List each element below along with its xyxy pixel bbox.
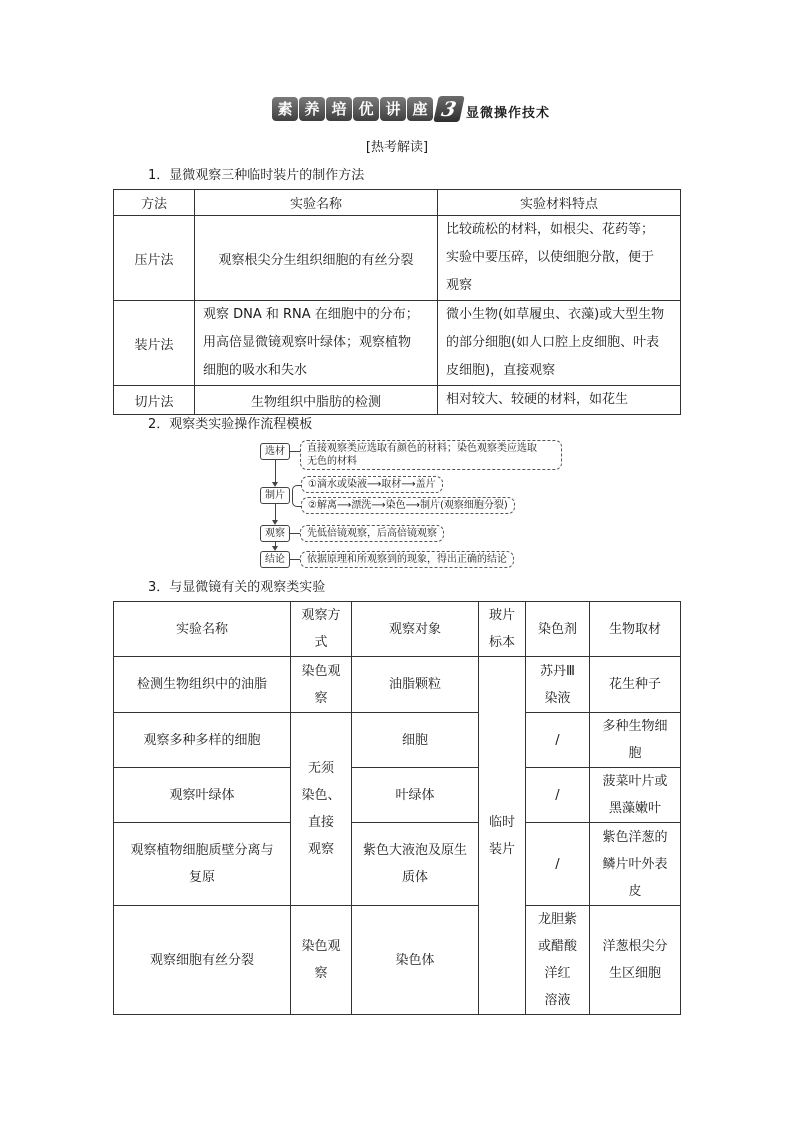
method-cell: 压片法 <box>114 216 195 301</box>
table-row <box>114 713 681 768</box>
method-cell: 装片法 <box>114 301 195 386</box>
cell-line: 玻片 <box>488 608 515 623</box>
cell-line: 或醋酸 <box>537 939 577 954</box>
operation-flow-template <box>250 440 570 570</box>
table-row <box>114 301 681 386</box>
column-header: 实验名称 <box>114 602 291 657</box>
table-row <box>114 768 681 823</box>
note-line: 无色的材料 <box>307 456 357 467</box>
stain-cell: / <box>526 768 590 823</box>
cell-line: 比较疏松的材料，如根尖、花药等； <box>446 222 655 237</box>
flow-tick <box>290 533 300 534</box>
column-header <box>479 602 526 657</box>
method-cell: 切片法 <box>114 386 195 415</box>
banner-char: 座 <box>407 97 433 121</box>
experiment-name-cell: 检测生物组织中的油脂 <box>114 657 291 713</box>
column-header: 实验名称 <box>195 190 438 216</box>
column-header <box>291 602 352 657</box>
flow-tick <box>290 451 300 452</box>
cell-line: 察 <box>314 966 328 981</box>
experiment-name-cell <box>114 823 291 906</box>
cell-line: 微小生物(如草履虫、衣藻)或大型生物 <box>446 307 665 322</box>
cell-line: 用高倍显微镜观察叶绿体；观察植物 <box>203 335 412 350</box>
cell-line: 的部分细胞(如人口腔上皮细胞、叶表 <box>446 335 660 350</box>
cell-line: 直接 <box>307 815 334 830</box>
experiment-cell: 生物组织中脂肪的检测 <box>195 386 438 415</box>
observe-object-cell: 染色体 <box>352 906 479 1015</box>
cell-line: 皮 <box>628 883 642 899</box>
material-cell: 相对较大、较硬的材料，如花生 <box>438 386 681 415</box>
section3-heading: 3．与显微镜有关的观察类实验 <box>148 580 326 595</box>
flow-note-prep-1: ①滴水或染液⟶取材⟶盖片 <box>301 476 443 493</box>
flow-note-conclude: 依据原理和所观察到的现象，得出正确的结论 <box>300 551 514 568</box>
banner-char: 养 <box>299 97 325 121</box>
stain-cell <box>526 657 590 713</box>
experiment-name-cell: 观察多种多样的细胞 <box>114 713 291 768</box>
cell-line: 龙胆紫 <box>537 912 577 927</box>
cell-line: 复原 <box>188 870 215 885</box>
stain-cell <box>526 906 590 1015</box>
cell-line: 染色观 <box>301 939 341 954</box>
cell-line: 式 <box>314 635 328 650</box>
lecture-subject: 显微操作技术 <box>466 106 551 121</box>
cell-line: 观察 <box>446 278 473 293</box>
cell-line: 观察植物细胞质壁分离与 <box>130 843 274 858</box>
cell-line: 紫色大液泡及原生 <box>362 843 467 858</box>
table-row <box>114 216 681 301</box>
flow-node-observe: 观察 <box>260 525 290 542</box>
flow-connector <box>275 457 276 485</box>
flow-node-conclude: 结论 <box>260 551 290 568</box>
flow-tick <box>290 559 300 560</box>
cell-line: 多种生物细 <box>602 719 668 734</box>
banner-char: 优 <box>353 97 379 121</box>
observe-object-cell: 叶绿体 <box>352 768 479 823</box>
experiment-cell: 观察根尖分生组织细胞的有丝分裂 <box>195 216 438 301</box>
cell-line: 无须 <box>307 761 334 776</box>
section2-heading: 2．观察类实验操作流程模板 <box>148 417 313 432</box>
stain-cell: / <box>526 713 590 768</box>
cell-line: 临时 <box>488 814 515 830</box>
stain-cell: / <box>526 823 590 906</box>
slide-type-cell <box>479 657 526 1015</box>
material-cell <box>438 216 681 301</box>
cell-line: 紫色洋葱的 <box>602 829 668 845</box>
experiment-name-cell: 观察细胞有丝分裂 <box>114 906 291 1015</box>
slide-methods-table <box>113 189 681 415</box>
banner-number: 3 <box>433 96 465 122</box>
cell-line: 染液 <box>544 690 571 706</box>
cell-line: 细胞的吸水和失水 <box>203 363 308 378</box>
flow-note-select <box>300 440 562 470</box>
table-header-row <box>114 190 681 216</box>
cell-line: 溶液 <box>544 993 571 1008</box>
column-header: 观察对象 <box>352 602 479 657</box>
flow-note-prep-2: ②解离⟶漂洗⟶染色⟶制片(观察细胞分裂) <box>301 497 515 514</box>
cell-line: 标本 <box>488 635 515 650</box>
column-header: 生物取材 <box>590 602 681 657</box>
cell-line: 生区细胞 <box>608 966 661 981</box>
table-row <box>114 823 681 906</box>
cell-line: 黑藻嫩叶 <box>608 801 661 816</box>
banner-char: 培 <box>326 97 352 121</box>
table-row <box>114 386 681 415</box>
observe-mode-cell <box>291 657 352 713</box>
cell-line: 鳞片叶外表 <box>602 856 668 872</box>
banner-char: 讲 <box>380 97 406 121</box>
lecture-banner <box>272 96 462 122</box>
cell-line: 观察 <box>307 842 334 857</box>
cell-line: 苏丹Ⅲ <box>540 663 575 679</box>
cell-line: 观察方 <box>301 608 341 623</box>
cell-line: 装片 <box>488 841 515 857</box>
cell-line: 染色、 <box>301 788 341 803</box>
observe-object-cell <box>352 823 479 906</box>
note-line: 直接观察类应选取有颜色的材料；染色观察类应选取 <box>307 443 537 454</box>
table-row <box>114 657 681 713</box>
source-cell <box>590 823 681 906</box>
material-cell <box>438 301 681 386</box>
section-label: [热考解读] <box>365 140 429 155</box>
source-cell <box>590 768 681 823</box>
source-cell: 花生种子 <box>590 657 681 713</box>
cell-line: 染色观 <box>301 663 341 679</box>
lecture-header <box>0 96 794 124</box>
cell-line: 质体 <box>401 870 428 885</box>
cell-line: 实验中要压碎，以使细胞分散，便于 <box>446 250 655 265</box>
cell-line: 洋红 <box>544 966 571 981</box>
observe-mode-cell <box>291 906 352 1015</box>
microscope-experiments-table <box>113 601 681 1015</box>
cell-line: 菠菜叶片或 <box>602 774 668 789</box>
observe-mode-cell <box>291 713 352 906</box>
experiment-cell <box>195 301 438 386</box>
banner-char: 素 <box>272 97 298 121</box>
experiment-name-cell: 观察叶绿体 <box>114 768 291 823</box>
section1-heading: 1．显微观察三种临时装片的制作方法 <box>148 168 365 183</box>
cell-line: 胞 <box>628 746 642 761</box>
cell-line: 察 <box>314 690 328 706</box>
table-header-row <box>114 602 681 657</box>
column-header: 方法 <box>114 190 195 216</box>
observe-object-cell: 细胞 <box>352 713 479 768</box>
cell-line: 观察 DNA 和 RNA 在细胞中的分布； <box>203 307 419 322</box>
cell-line: 皮细胞)，直接观察 <box>446 363 556 378</box>
flow-note-observe: 先低倍镜观察，后高倍镜观察 <box>300 525 444 542</box>
column-header: 实验材料特点 <box>438 190 681 216</box>
flow-node-select: 选材 <box>260 443 290 460</box>
table-row <box>114 906 681 1015</box>
flow-node-prep: 制片 <box>260 487 290 504</box>
source-cell <box>590 906 681 1015</box>
cell-line: 洋葱根尖分 <box>602 939 668 954</box>
column-header: 染色剂 <box>526 602 590 657</box>
source-cell <box>590 713 681 768</box>
observe-object-cell: 油脂颗粒 <box>352 657 479 713</box>
